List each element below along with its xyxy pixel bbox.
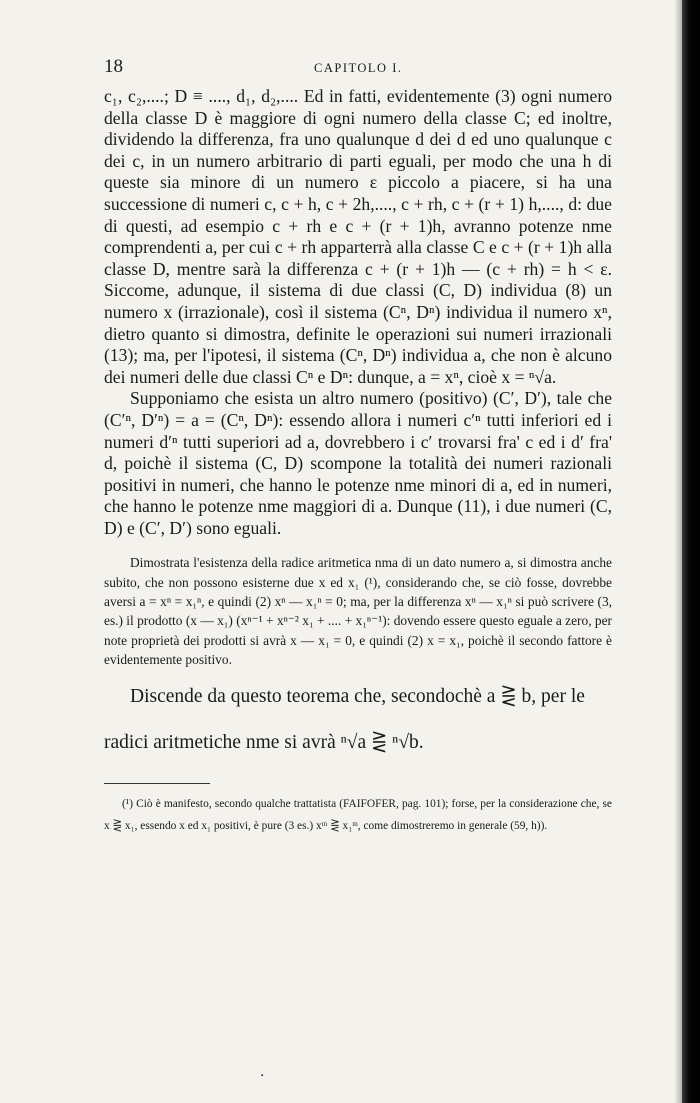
running-head: CAPITOLO I. xyxy=(314,61,403,75)
book-spine xyxy=(682,0,700,1103)
page-header xyxy=(104,56,612,86)
small-print-paragraph: Dimostrata l'esistenza della radice aritmetica nma di un dato numero a, si dimostra anche subito, che non possono esisterne due x ed x₁ (¹), considerando che, se ciò fosse, dovrebbe aversi a = xⁿ = x₁ⁿ, e quindi (2) xⁿ — x₁ⁿ = 0; ma, per la differenza xⁿ — x₁ⁿ si può scrivere (3, es.) il prodotto (x — x₁) (xⁿ⁻¹ + xⁿ⁻² x₁ + .... + x₁ⁿ⁻¹): dovendo essere questo eguale a zero, per note proprietà dei prodotti si avrà x — x₁ = 0, e quindi (2) x = x₁, poichè il secondo fattore è evidentemente positivo. xyxy=(104,555,612,667)
main-text xyxy=(104,86,612,539)
conclusion-line-1: Discende da questo teorema che, secondochè a ⋛ b, per le xyxy=(130,686,585,708)
footnote-rule xyxy=(104,783,210,784)
page-gutter-shadow xyxy=(674,0,682,1103)
book-page xyxy=(104,56,612,849)
paragraph-2: Supponiamo che esista un altro numero (positivo) (C′, D′), tale che (C′ⁿ, D′ⁿ) = a = (Cⁿ, Dⁿ): essendo allora i numeri c′ⁿ tutti inferiori ed i numeri d′ⁿ tutti superiori ad a, dovrebbero i c′ trovarsi fra' c ed i d′ fra' d, poichè il sistema (C, D) scompone la totalità dei numeri razionali positivi in numeri, che hanno le potenze nme minori di a, ed in numeri, che hanno le potenze nme maggiori di a. Dunque (11), i due numeri (C, D) e (C′, D′) sono eguali. xyxy=(104,388,612,538)
footnote: (¹) Ciò è manifesto, secondo qualche trattatista (FAIFOFER, pag. 101); forse, per la considerazione che, se x ⋛ x₁, essendo x ed x₁ positivi, è pure (3 es.) xᵐ ⋛ x₁ᵐ, come dimostreremo in generale (59, h)). xyxy=(104,798,612,832)
paragraph-1: c₁, c₂,....; D ≡ ...., d₁, d₂,.... Ed in fatti, evidentemente (3) ogni numero della classe D è maggiore di ogni numero della classe C; ed inoltre, dividendo la differenza, fra uno qualunque d dei d ed uno qualunque c dei c, in un numero arbitrario di parti eguali, per modo che una h di queste sia minore di un numero ε piccolo a piacere, si ha una successione di numeri c, c + h, c + 2h,...., c + rh, c + (r + 1) h,...., d: due di questi, ad esempio c + rh e c + (r + 1)h, avranno potenze nme comprendenti a, per cui c + rh apparterrà alla classe C e c + (r + 1)h alla classe D, mentre sarà la differenza c + (r + 1)h — (c + rh) = h < ε. Siccome, adunque, il sistema di due classi (C, D) individua (8) un numero x (irrazionale), così il sistema (Cⁿ, Dⁿ) individua il numero xⁿ, dietro quanto si dimostra, definite le operazioni sui numeri irrazionali (13); ma, per l'ipotesi, il sistema (Cⁿ, Dⁿ) individua a, che non è alcuno dei numeri delle due classi Cⁿ e Dⁿ: dunque, a = xⁿ, cioè x = ⁿ√a. xyxy=(104,86,612,387)
bottom-mark: · xyxy=(260,1068,265,1084)
conclusion-line-2: radici aritmetiche nme si avrà ⁿ√a ⋛ ⁿ√b. xyxy=(104,732,424,754)
page-number: 18 xyxy=(104,56,123,77)
conclusion-text xyxy=(104,683,612,757)
